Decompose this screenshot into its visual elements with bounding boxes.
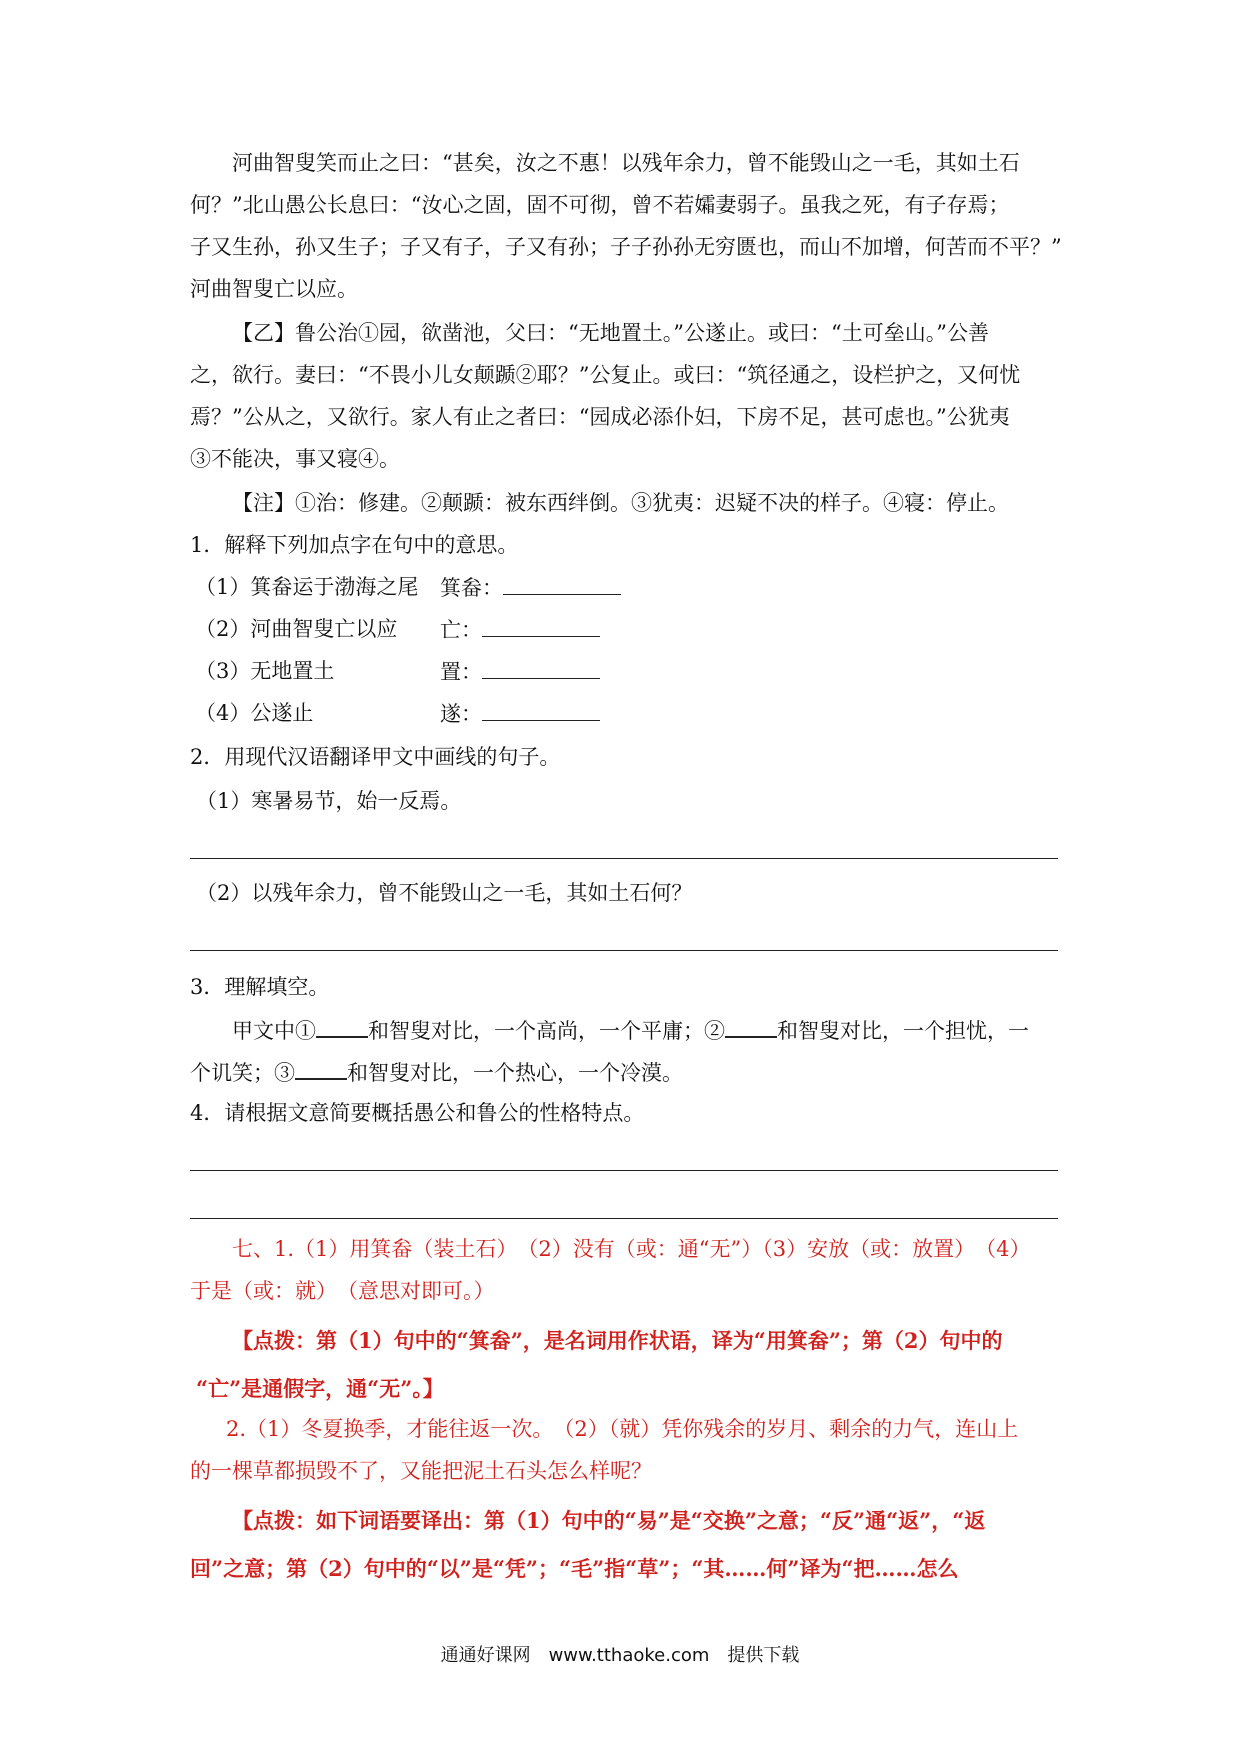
passage-yi-line: 之，欲行。妻曰：“不畏小儿女颠踬②耶？”公复止。或曰：“筑径通之，设栏护之，又何忧 <box>190 363 1021 387</box>
fill-blank-1[interactable] <box>316 1014 368 1038</box>
vocab-word: 置： <box>440 660 482 684</box>
tip-1-line: “亡”是通假字，通“无”。】 <box>196 1376 444 1401</box>
vocab-sentence: （1）箕畚运于渤海之尾 <box>195 575 419 599</box>
answer-2-line: 2.（1）冬夏换季，才能往返一次。 （2）（就）凭你残余的岁月、剩余的力气，连山上 <box>226 1417 1019 1441</box>
fill-blank-2[interactable] <box>725 1014 777 1038</box>
passage-jia-line: 河曲智叟亡以应。 <box>190 277 358 301</box>
fill-blank-3[interactable] <box>295 1056 347 1080</box>
answer-line[interactable] <box>190 950 1058 951</box>
answer-1-line: 七、1.（1）用箕畚（装土石） （2）没有（或：通“无”）（3）安放（或：放置） （4） <box>232 1237 1031 1261</box>
answer-blank[interactable] <box>482 656 600 679</box>
question-1-title: 1．解释下列加点字在句中的意思。 <box>190 533 519 557</box>
vocab-sentence: （3）无地置土 <box>195 659 335 683</box>
vocab-answer-row <box>440 614 600 645</box>
passage-yi-line: ③不能决，事又寝④。 <box>190 447 400 471</box>
tip-2-line: 【点拨：如下词语要译出：第（1）句中的“易”是“交换”之意；“反”通“返”，“返 <box>232 1508 986 1533</box>
vocab-word: 亡： <box>440 618 482 642</box>
question-4-title: 4．请根据文意简要概括愚公和鲁公的性格特点。 <box>190 1101 645 1125</box>
vocab-word: 箕畚： <box>440 576 503 600</box>
answer-line[interactable] <box>190 858 1058 859</box>
vocab-answer-row <box>440 698 600 729</box>
question-3-title: 3．理解填空。 <box>190 975 330 999</box>
vocab-word: 遂： <box>440 702 482 726</box>
translate-sentence-2: （2）以残年余力，曾不能毁山之一毛，其如土石何？ <box>196 881 693 905</box>
page-footer: 通通好课网 www.tthaoke.com 提供下载 <box>440 1645 800 1666</box>
vocab-sentence: （4）公遂止 <box>195 701 314 725</box>
tip-2-line: 回”之意；第（2）句中的“以”是“凭”；“毛”指“草”；“其……何”译为“把……怎么 <box>190 1556 959 1581</box>
vocab-answer-row <box>440 572 621 603</box>
vocab-answer-row <box>440 656 600 687</box>
answer-blank[interactable] <box>503 572 621 595</box>
fill-blank-line: 甲文中① 和智叟对比，一个高尚，一个平庸；② 和智叟对比，一个担忧，一 <box>232 1014 1102 1046</box>
passage-jia-line: 子又生孙，孙又生子；子又有子，子又有孙；子子孙孙无穷匮也，而山不加增，何苦而不平？” <box>190 235 1062 259</box>
answer-1-line: 于是（或：就） （意思对即可。） <box>190 1279 495 1303</box>
answer-blank[interactable] <box>482 614 600 637</box>
annotation-note: 【注】①治：修建。②颠踬：被东西绊倒。③犹夷：迟疑不决的样子。④寝：停止。 <box>232 491 1009 515</box>
tip-1-line: 【点拨：第（1）句中的“箕畚”，是名词用作状语，译为“用箕畚”；第（2）句中的 <box>232 1328 1003 1353</box>
passage-jia-line: 何？”北山愚公长息曰：“汝心之固，固不可彻，曾不若孀妻弱子。虽我之死，有子存焉； <box>190 193 1010 217</box>
answer-2-line: 的一棵草都损毁不了，又能把泥土石头怎么样呢？ <box>190 1459 652 1483</box>
answer-blank[interactable] <box>482 698 600 721</box>
vocab-sentence: （2）河曲智叟亡以应 <box>195 617 398 641</box>
passage-jia-line: 河曲智叟笑而止之曰：“甚矣，汝之不惠！以残年余力，曾不能毁山之一毛，其如土石 <box>232 151 1020 175</box>
fill-blank-line: 个讥笑；③ 和智叟对比，一个热心，一个冷漠。 <box>190 1056 1060 1088</box>
passage-yi-line: 焉？”公从之，又欲行。家人有止之者曰：“园成必添仆妇，下房不足，甚可虑也。”公犹夷 <box>190 405 1010 429</box>
question-2-title: 2．用现代汉语翻译甲文中画线的句子。 <box>190 745 561 769</box>
answer-line[interactable] <box>190 1170 1058 1171</box>
translate-sentence-1: （1）寒暑易节，始一反焉。 <box>196 789 462 813</box>
answer-line[interactable] <box>190 1218 1058 1219</box>
passage-yi-line: 【乙】鲁公治①园，欲凿池，父曰：“无地置土。”公遂止。或曰：“土可垒山。”公善 <box>232 321 989 345</box>
